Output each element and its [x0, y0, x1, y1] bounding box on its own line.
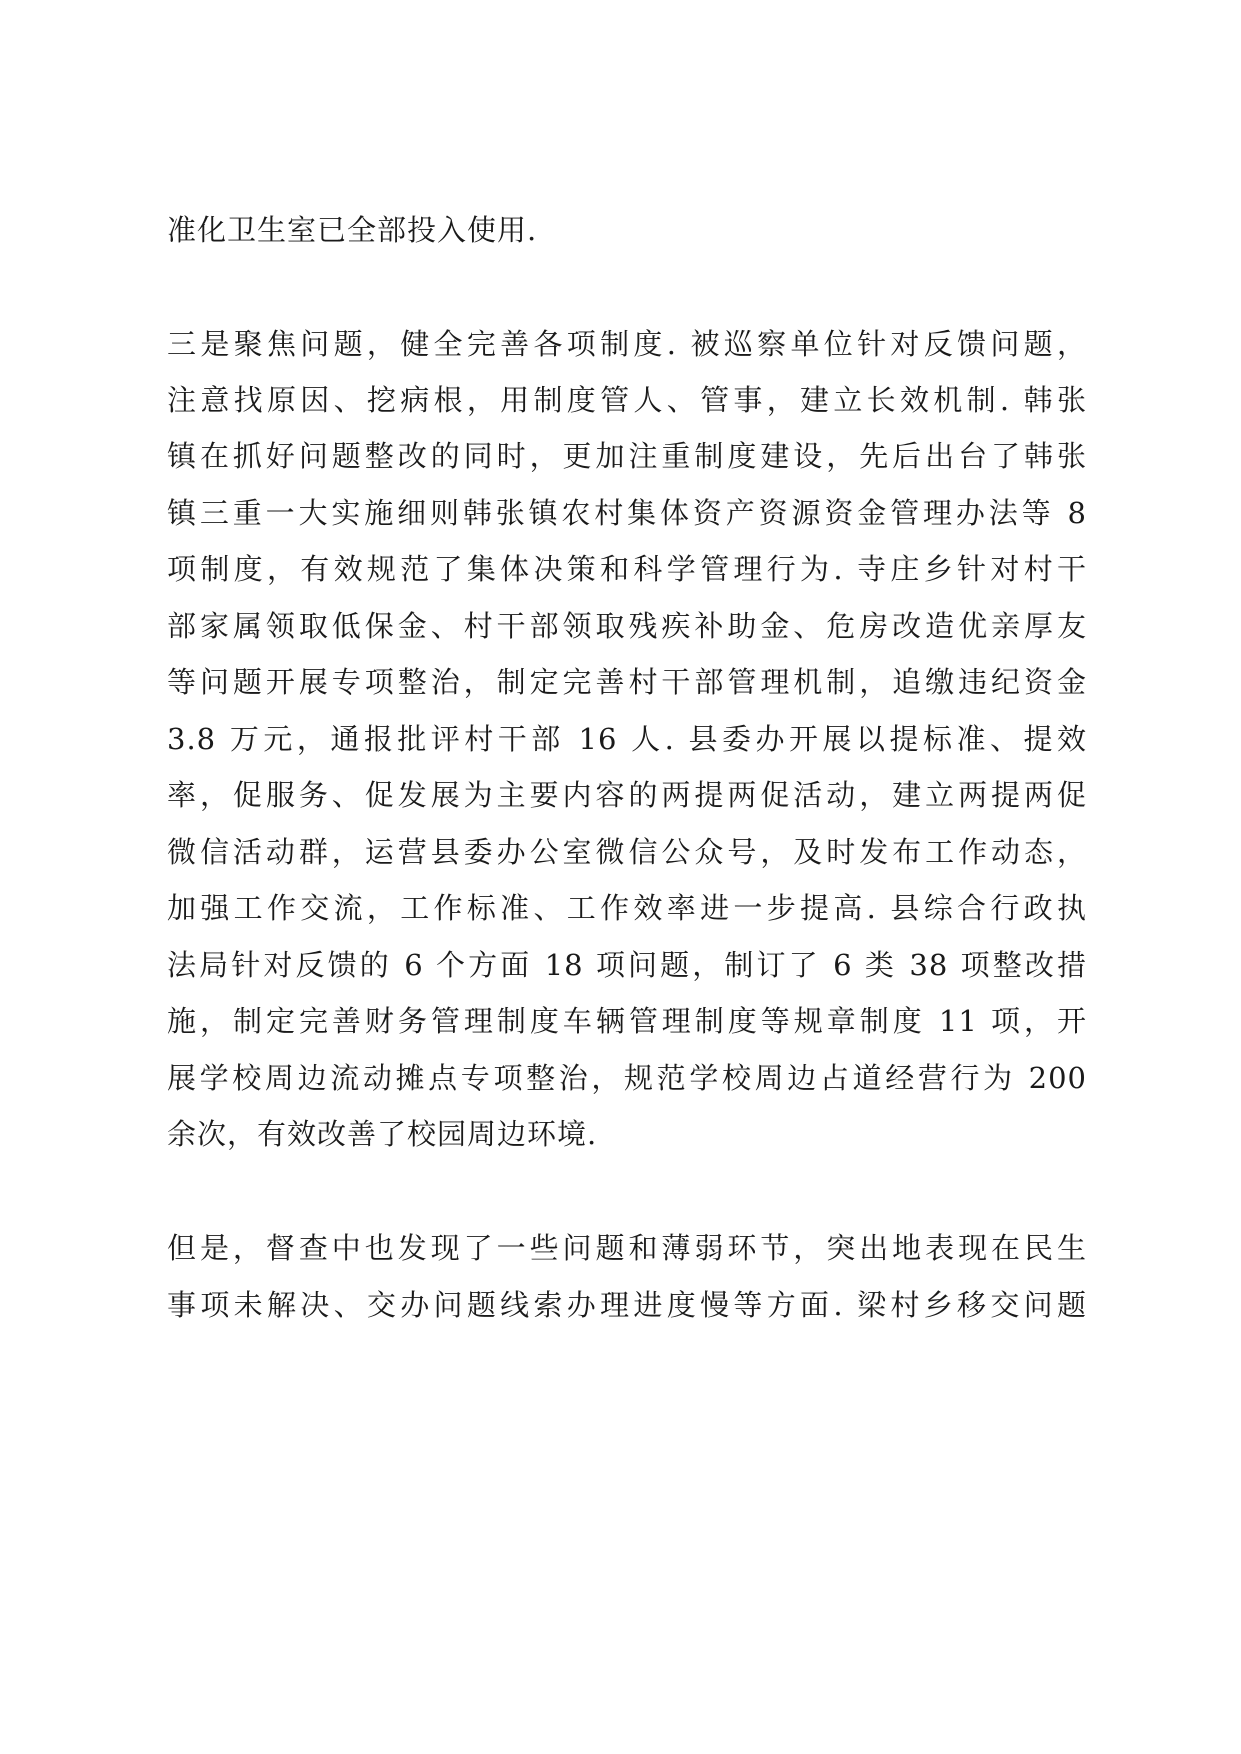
paragraph-2-line-5: 项制度，有效规范了集体决策和科学管理行为. 寺庄乡针对村干 — [167, 552, 1087, 586]
paragraph-2-line-15: 余次，有效改善了校园周边环境. — [167, 1117, 598, 1151]
paragraph-2-line-13: 施，制定完善财务管理制度车辆管理制度等规章制度 11 项，开 — [167, 1004, 1087, 1038]
paragraph-2-line-10: 微信活动群，运营县委办公室微信公众号，及时发布工作动态， — [167, 835, 1087, 869]
paragraph-2-line-14: 展学校周边流动摊点专项整治，规范学校周边占道经营行为 200 — [167, 1061, 1087, 1095]
paragraph-2-line-4: 镇三重一大实施细则韩张镇农村集体资产资源资金管理办法等 8 — [167, 496, 1087, 530]
paragraph-2-line-7: 等问题开展专项整治，制定完善村干部管理机制，追缴违纪资金 — [167, 665, 1087, 699]
paragraph-2-line-8: 3.8 万元，通报批评村干部 16 人. 县委办开展以提标准、提效 — [167, 722, 1087, 756]
paragraph-3-line-1: 但是，督查中也发现了一些问题和薄弱环节，突出地表现在民生 — [167, 1231, 1087, 1265]
paragraph-2-line-9: 率，促服务、促发展为主要内容的两提两促活动，建立两提两促 — [167, 778, 1087, 812]
paragraph-2-line-2: 注意找原因、挖病根，用制度管人、管事，建立长效机制. 韩张 — [167, 383, 1087, 417]
paragraph-2-line-1: 三是聚焦问题，健全完善各项制度. 被巡察单位针对反馈问题， — [167, 327, 1087, 361]
paragraph-3-line-2: 事项未解决、交办问题线索办理进度慢等方面. 梁村乡移交问题 — [167, 1288, 1087, 1322]
paragraph-1-line-1: 准化卫生室已全部投入使用. — [167, 213, 538, 247]
paragraph-2-line-3: 镇在抓好问题整改的同时，更加注重制度建设，先后出台了韩张 — [167, 439, 1087, 473]
paragraph-2-line-6: 部家属领取低保金、村干部领取残疾补助金、危房改造优亲厚友 — [167, 609, 1087, 643]
paragraph-2-line-11: 加强工作交流，工作标准、工作效率进一步提高. 县综合行政执 — [167, 891, 1087, 925]
paragraph-2-line-12: 法局针对反馈的 6 个方面 18 项问题，制订了 6 类 38 项整改措 — [167, 948, 1087, 982]
